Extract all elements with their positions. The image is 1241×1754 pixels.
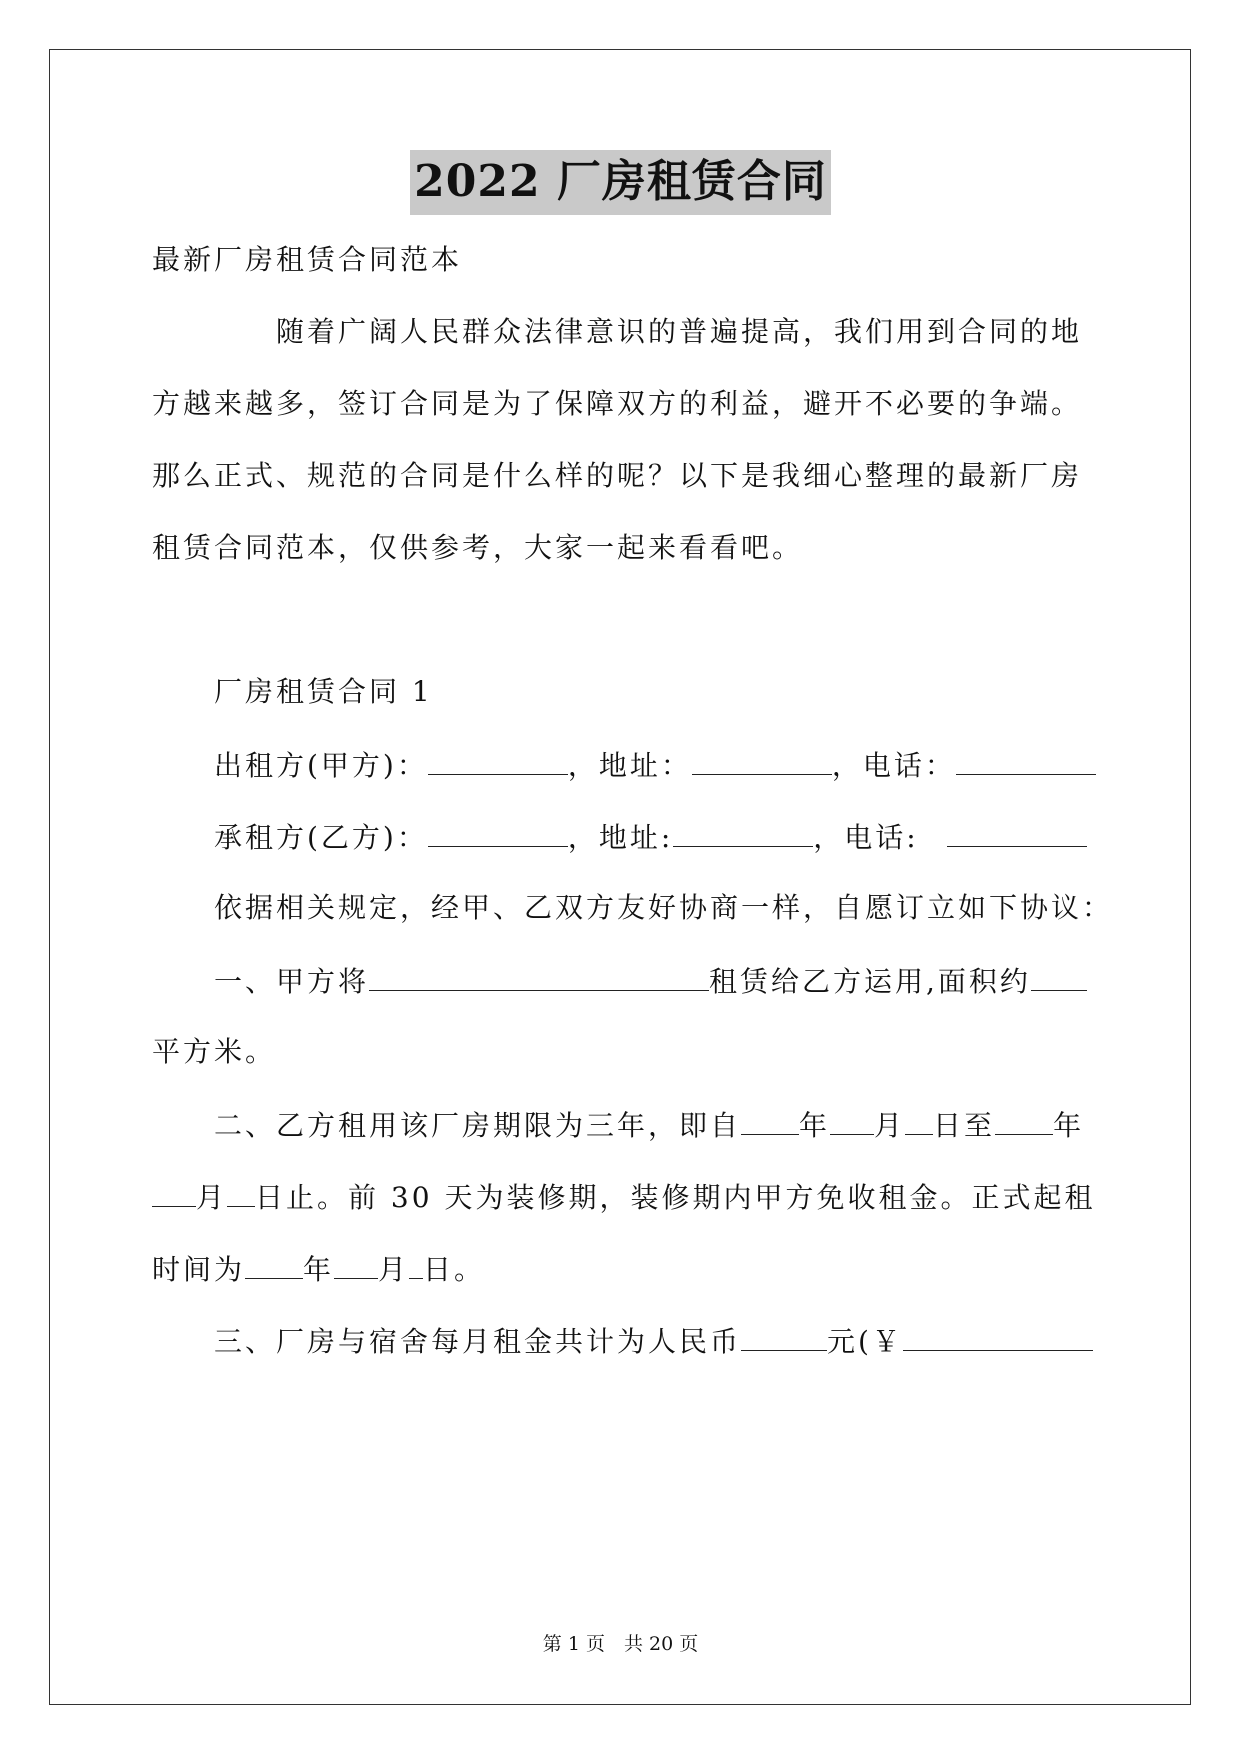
basis-line: 依据相关规定，经甲、乙双方友好协商一样，自愿订立如下协议： — [214, 891, 1114, 924]
title-container — [0, 150, 1241, 215]
lessee-phone-blank — [947, 816, 1087, 847]
clause2-day3-blank — [409, 1248, 423, 1279]
clause1-middle: 租赁给乙方运用,面积约 — [709, 965, 1031, 998]
clause2-year3: 年 — [303, 1253, 335, 1286]
page-border — [49, 49, 1191, 1705]
clause2-day2-blank — [227, 1176, 255, 1207]
lessor-line — [214, 744, 1092, 786]
intro-line-2: 方越来越多，签订合同是为了保障双方的利益，避开不必要的争端。 — [152, 387, 1083, 420]
lessee-addr-label: ，地址: — [567, 821, 674, 854]
lessor-addr-blank — [692, 744, 832, 775]
clause2-month: 月 — [874, 1109, 906, 1142]
lessee-label: 承租方(乙方)： — [214, 821, 428, 854]
clause2-month3: 月 — [378, 1253, 410, 1286]
clause2-year2: 年 — [1053, 1109, 1085, 1142]
clause3-currency: 元(￥ — [827, 1325, 903, 1358]
clause2-month2-blank — [152, 1176, 196, 1207]
intro-line-1: 随着广阔人民群众法律意识的普遍提高，我们用到合同的地 — [276, 315, 1083, 348]
clause2-month3-blank — [334, 1248, 378, 1279]
clause2-month-blank — [830, 1104, 874, 1135]
clause2-year-blank — [741, 1104, 799, 1135]
clause1-property-blank — [369, 960, 709, 991]
clause2-day3: 日。 — [423, 1253, 486, 1286]
clause1-area-blank — [1031, 960, 1087, 991]
clause2-year3-blank — [245, 1248, 303, 1279]
clause1-line — [214, 960, 1092, 1002]
lessee-addr-blank — [673, 816, 813, 847]
lessor-addr-label: ，地址： — [567, 749, 692, 782]
lessor-phone-label: ，电话： — [831, 749, 956, 782]
clause1-end: 平方米。 — [152, 1035, 277, 1068]
contract-heading: 厂房租赁合同 1 — [214, 675, 433, 708]
clause2-year2-blank — [995, 1104, 1053, 1135]
clause2-time-label: 时间为 — [152, 1253, 246, 1286]
clause2-month2: 月 — [196, 1181, 228, 1214]
lessor-phone-blank — [956, 744, 1096, 775]
clause2-day-end: 日止。前 30 天为装修期，装修期内甲方免收租金。正式起租 — [255, 1181, 1096, 1214]
clause2-year: 年 — [799, 1109, 831, 1142]
lessee-name-blank — [428, 816, 568, 847]
intro-line-3: 那么正式、规范的合同是什么样的呢？以下是我细心整理的最新厂房 — [152, 459, 1083, 492]
lessor-name-blank — [428, 744, 568, 775]
clause3-figure-blank — [903, 1320, 1093, 1351]
page-footer: 第 1 页 共 20 页 — [542, 1633, 699, 1655]
clause2-line-2 — [152, 1176, 1096, 1218]
lessee-line — [214, 816, 1092, 858]
subtitle: 最新厂房租赁合同范本 — [152, 243, 463, 276]
clause3-line — [214, 1320, 1092, 1362]
clause2-line-1 — [214, 1104, 1092, 1146]
lessor-label: 出租方(甲方)： — [214, 749, 428, 782]
page-title: 2022 厂房租赁合同 — [410, 150, 831, 215]
clause1-start: 一、甲方将 — [214, 965, 370, 998]
intro-line-4: 租赁合同范本，仅供参考，大家一起来看看吧。 — [152, 531, 804, 564]
clause2-day-to: 日至 — [933, 1109, 996, 1142]
clause3-start: 三、厂房与宿舍每月租金共计为人民币 — [214, 1325, 742, 1358]
clause2-line-3 — [152, 1248, 1092, 1290]
clause2-start: 二、乙方租用该厂房期限为三年，即自 — [214, 1109, 742, 1142]
clause2-day-blank — [905, 1104, 933, 1135]
clause3-amount-blank — [741, 1320, 827, 1351]
lessee-phone-label: ，电话: — [813, 821, 919, 854]
